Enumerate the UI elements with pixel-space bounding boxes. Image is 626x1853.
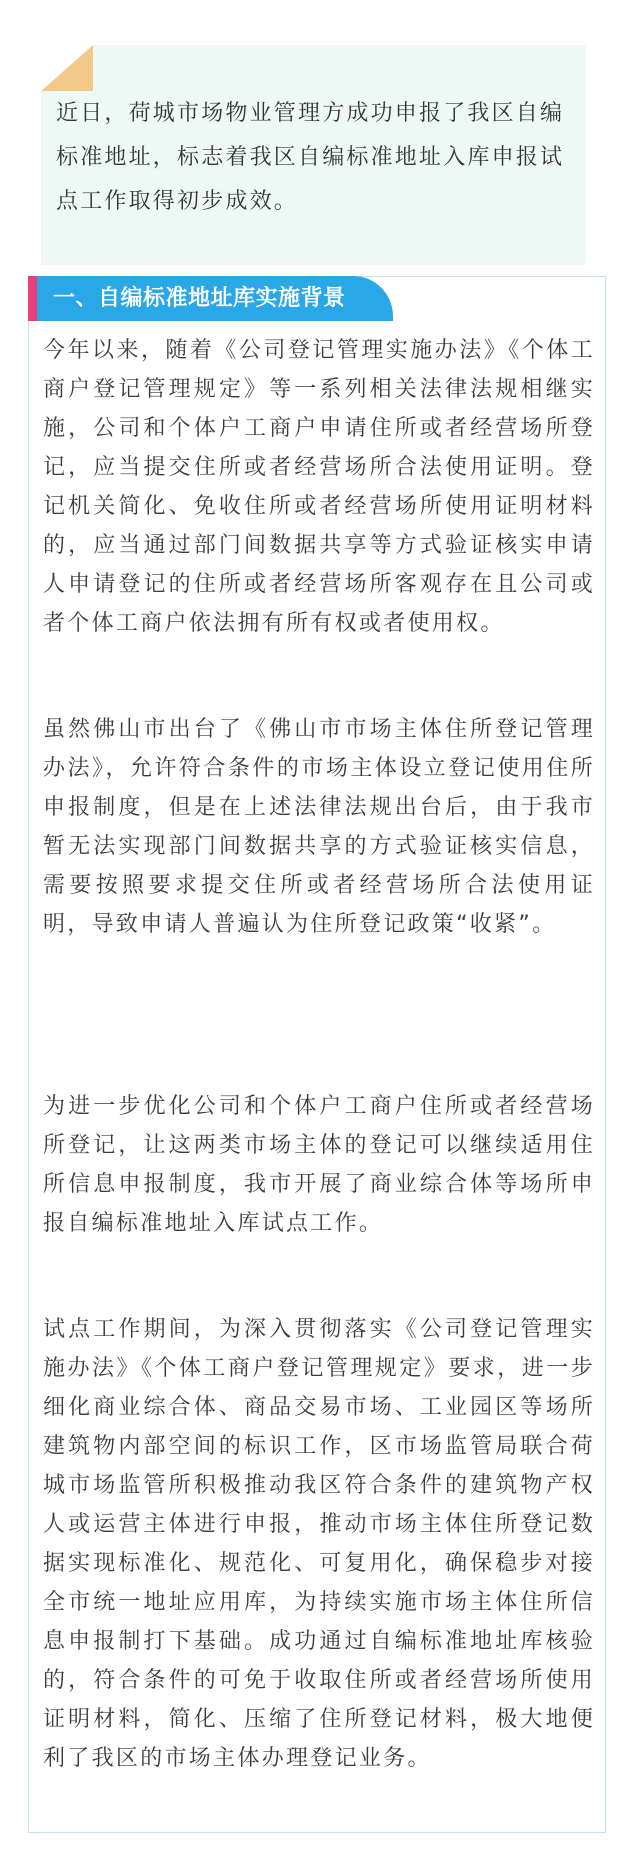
section-header-accent bbox=[28, 276, 37, 321]
intro-text: 近日，荷城市场物业管理方成功申报了我区自编标准地址，标志着我区自编标准地址入库申报试点工作取得初步成效。 bbox=[56, 101, 565, 214]
corner-fold-icon bbox=[41, 45, 93, 91]
paragraph-background: 今年以来，随着《公司登记管理实施办法》《个体工商户登记管理规定》等一系列相关法律法规相继实施，公司和个体户工商户申请住所或者经营场所登记，应当提交住所或者经营场所合法使用证明。登记机关简化、免收住所或者经营场所使用证明材料的，应当通过部门间数据共享等方式验证核实申请人申请登记的住所或者经营场所客观存在且公司或者个体工商户依法拥有所有权或者使用权。 bbox=[43, 338, 595, 636]
section-title: 一、自编标准地址库实施背景 bbox=[53, 286, 346, 311]
paragraph-pilot-launch: 为进一步优化公司和个体户工商户住所或者经营场所登记，让这两类市场主体的登记可以继续适用住所信息申报制度，我市开展了商业综合体等场所申报自编标准地址入库试点工作。 bbox=[43, 1094, 595, 1236]
section-header-tab bbox=[37, 276, 393, 321]
paragraph-foshan-policy: 虽然佛山市出台了《佛山市市场主体住所登记管理办法》，允许符合条件的市场主体设立登记使用住所申报制度，但是在上述法律法规出台后，由于我市暂无法实现部门间数据共享的方式验证核实信息，需要按照要求提交住所或者经营场所合法使用证明，导致申请人普遍认为住所登记政策“收紧”。 bbox=[43, 717, 595, 937]
paragraph-pilot-work: 试点工作期间，为深入贯彻落实《公司登记管理实施办法》《个体工商户登记管理规定》要求，进一步细化商业综合体、商品交易市场、工业园区等场所建筑物内部空间的标识工作，区市场监管局联合荷城市场监管所积极推动我区符合条件的建筑物产权人或运营主体进行申报，推动市场主体住所登记数据实现标准化、规范化、可复用化，确保稳步对接全市统一地址应用库，为持续实施市场主体住所信息申报制打下基础。成功通过自编标准地址库核验的，符合条件的可免于收取住所或者经营场所使用证明材料，简化、压缩了住所登记材料，极大地便利了我区的市场主体办理登记业务。 bbox=[43, 1317, 595, 1771]
